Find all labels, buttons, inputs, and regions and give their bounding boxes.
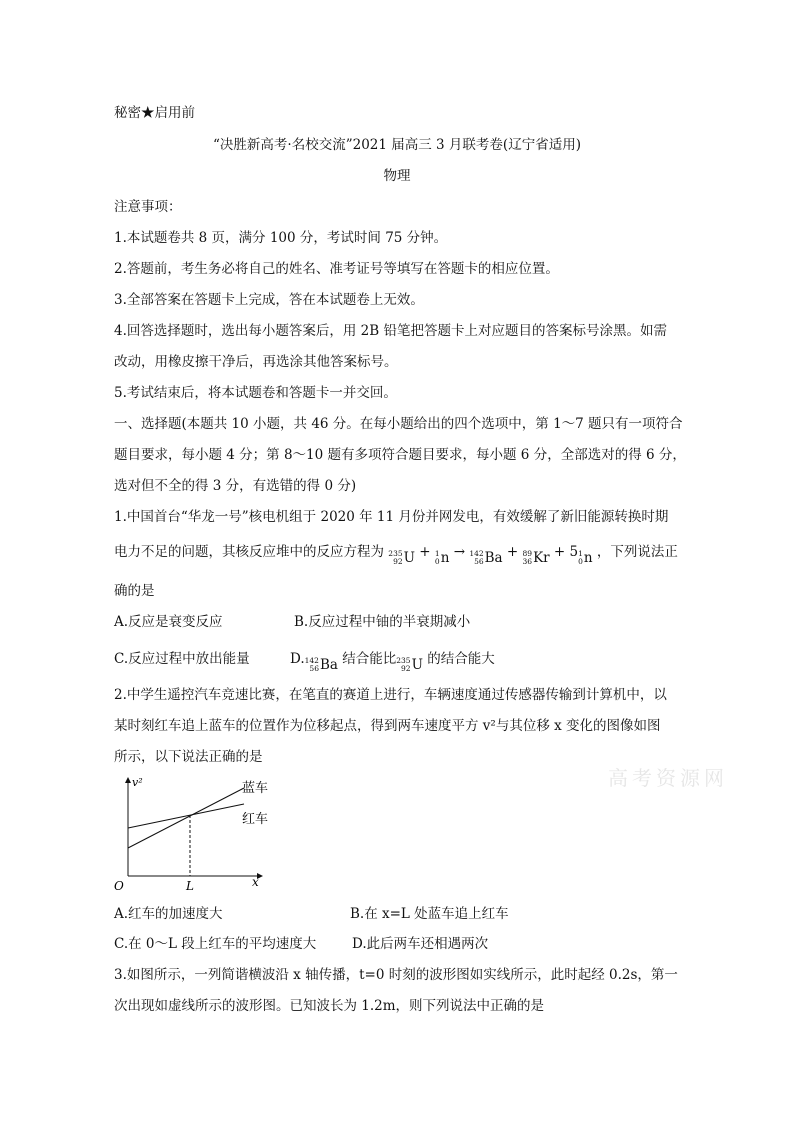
notice-item: 3.全部答案在答题卡上完成，答在本试题卷上无效。 [114,292,424,308]
blue-car-line [128,788,244,848]
q2-option-d[interactable]: D.此后两车还相遇两次 [352,936,489,952]
notice-title: 注意事项： [114,199,182,215]
q1-option-b[interactable]: B.反应过程中铀的半衰期减小 [294,614,471,630]
nuclear-equation: 235 92 U + 1 0 n → 142 56 Ba + 89 36 Kr + 5 1 0 n [388,544,593,566]
q2-option-c[interactable]: C.在 0～L 段上红车的平均速度大 [114,936,317,952]
q1-option-d-label: D. [290,651,305,667]
section-heading: 题目要求，每小题 4 分；第 8～10 题有多项符合题目要求，每小题 6 分，全部选对的得 6 分， [114,447,686,463]
notice-item: 1.本试题卷共 8 页，满分 100 分，考试时间 75 分钟。 [114,230,448,246]
x-axis-label: x [252,875,259,889]
q3-stem: 3.如图所示，一列简谐横波沿 x 轴传播，t=0 时刻的波形图如实线所示，此时起经 0.2s，第一 [114,967,678,983]
v2-axis-label: v² [132,776,143,789]
red-car-line [128,804,244,828]
section-heading: 一、选择题(本题共 10 小题，共 46 分。在每小题给出的四个选项中，第 1～7 题只有一项符合 [114,416,683,432]
q2-option-a[interactable]: A.红车的加速度大 [114,906,223,922]
q1-stem-prefix: 电力不足的问题，其核反应堆中的反应方程为 [114,544,384,560]
v2-x-graph [110,772,280,896]
blue-car-label: 蓝车 [242,781,269,796]
q2-stem: 所示，以下说法正确的是 [114,749,263,765]
l-label: L [186,879,194,893]
q1-stem: 1.中国首台“华龙一号”核电机组于 2020 年 11 月份并网发电，有效缓解了新旧能源转换时期 [114,509,669,525]
q2-stem: 2.中学生遥控汽车竞速比赛，在笔直的赛道上进行，车辆速度通过传感器传输到计算机中，以 [114,687,667,703]
notice-item: 4.回答选择题时，选出每小题答案后，用 2B 铅笔把答题卡上对应题目的答案标号涂黑。如需 [114,323,667,339]
origin-label: O [114,879,124,893]
notice-item: 改动，用橡皮擦干净后，再选涂其他答案标号。 [114,354,398,370]
q1-option-d[interactable]: D. 142 56 Ba 结合能比 235 92 U 的结合能大 [290,651,495,673]
q1-option-c[interactable]: C.反应过程中放出能量 [114,651,250,667]
watermark: 高考资源网 [608,766,728,790]
q2-stem: 某时刻红车追上蓝车的位置作为位移起点，得到两车速度平方 v²与其位移 x 变化的图像如图 [114,718,661,734]
subject-title: 物理 [383,168,411,184]
q1-stem-equation-line [114,543,678,567]
section-heading: 选对但不全的得 3 分，有选错的得 0 分) [114,478,357,494]
exam-title: “决胜新高考·名校交流”2021 届高三 3 月联考卷(辽宁省适用) [213,137,581,153]
q1-option-a[interactable]: A.反应是衰变反应 [114,614,223,630]
q2-option-b[interactable]: B.在 x=L 处蓝车追上红车 [350,906,509,922]
secret-label: 秘密★启用前 [114,105,195,121]
red-car-label: 红车 [242,812,269,827]
notice-item: 2.答题前，考生务必将自己的姓名、准考证号等填写在答题卡的相应位置。 [114,261,559,277]
q1-option-d-suffix: 的结合能大 [427,651,495,667]
q1-stem-suffix: ，下列说法正 [596,544,678,560]
q1-option-d-mid: 结合能比 [342,651,397,667]
q1-stem: 确的是 [114,583,155,599]
q3-stem: 次出现如虚线所示的波形图。已知波长为 1.2m，则下列说法中正确的是 [114,998,545,1014]
notice-item: 5.考试结束后，将本试题卷和答题卡一并交回。 [114,385,397,401]
